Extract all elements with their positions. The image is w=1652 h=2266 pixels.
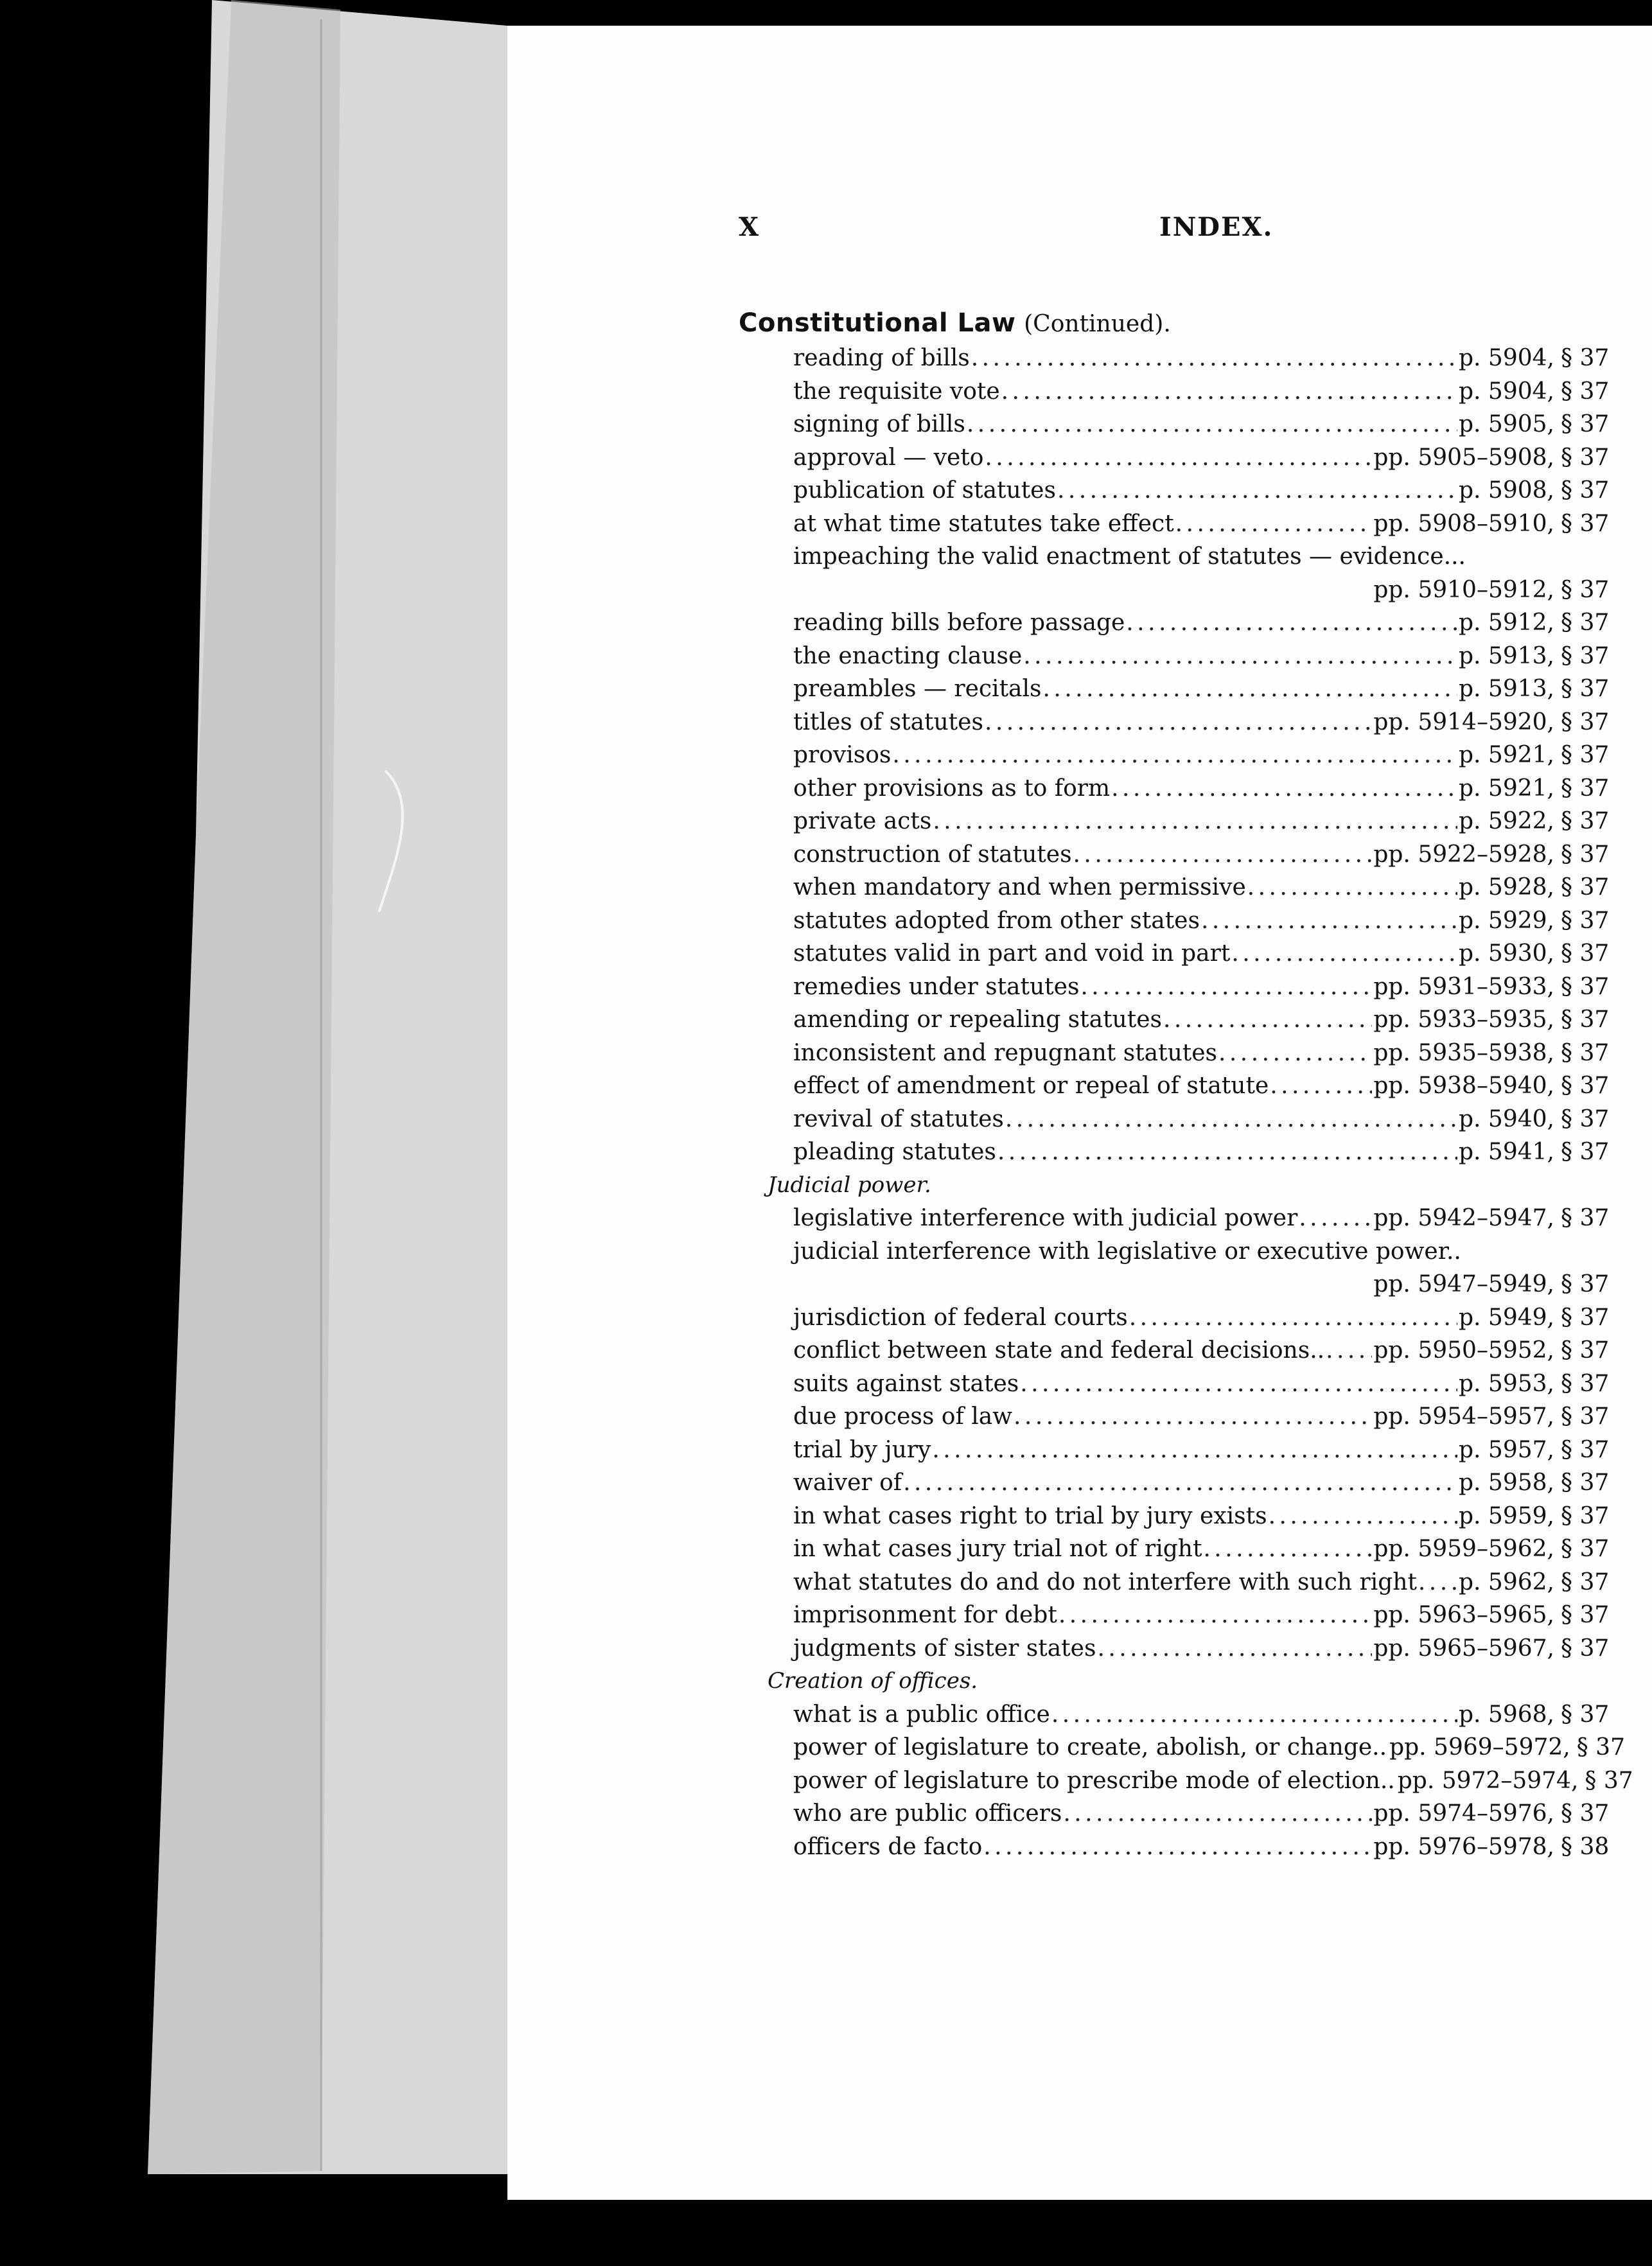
entry-page-ref: pp. 5931–5933, (1373, 973, 1554, 1000)
dot-leader (932, 1434, 1457, 1467)
scan-bottom-margin (0, 2203, 1652, 2266)
entry-label: statutes adopted from other states (793, 907, 1200, 934)
entry-page-ref: p. 5953, (1459, 1370, 1554, 1397)
index-subheading: Judicial power. (768, 1172, 931, 1198)
index-entry (739, 507, 1652, 541)
entry-section-ref: § 37 (1561, 1205, 1610, 1231)
index-entry (739, 1334, 1652, 1367)
entry-label: judgments of sister states (793, 1635, 1096, 1662)
index-entry-label-line: judicial interference with legislative or executive power.. (793, 1238, 1461, 1265)
entry-page-ref: pp. 5933–5935, (1373, 1006, 1554, 1033)
dot-leader (1326, 1334, 1372, 1367)
entry-page-ref: pp. 5969–5972, (1389, 1734, 1570, 1761)
entry-section-ref: § 37 (1561, 1635, 1610, 1662)
entry-label: statutes valid in part and void in part (793, 940, 1231, 967)
entry-page-ref: pp. 5905–5908, (1373, 444, 1554, 471)
entry-label: effect of amendment or repeal of statute (793, 1073, 1269, 1099)
entry-page-ref: p. 5959, (1459, 1502, 1554, 1529)
dot-leader (933, 805, 1457, 838)
index-entry (739, 739, 1652, 772)
entry-label: reading of bills (793, 345, 970, 371)
entry-label: approval — veto (793, 444, 984, 471)
entry-label: in what cases jury trial not of right (793, 1536, 1202, 1562)
dot-leader (1023, 640, 1457, 673)
entry-section-ref: § 37 (1561, 874, 1610, 900)
entry-page-ref: p. 5904, (1459, 345, 1554, 371)
entry-page-ref: pp. 5965–5967, (1373, 1635, 1554, 1662)
dot-leader (1247, 871, 1457, 904)
dot-leader (1218, 1037, 1372, 1070)
entry-section-ref: § 37 (1561, 345, 1610, 371)
entry-section-ref: § 37 (1561, 1502, 1610, 1529)
index-entry (739, 640, 1652, 673)
entry-label: power of legislature to prescribe mode of election.. (793, 1767, 1395, 1794)
entry-section-ref: § 37 (1561, 1337, 1610, 1364)
running-title: INDEX. (1159, 212, 1274, 242)
entry-section-ref: § 37 (1561, 1039, 1610, 1066)
entry-section-ref: § 37 (1561, 708, 1610, 735)
index-page (739, 212, 1652, 1863)
entry-label: jurisdiction of federal courts (793, 1304, 1128, 1331)
entry-section-ref: § 37 (1561, 1800, 1610, 1827)
dot-leader (1201, 904, 1457, 938)
dot-leader (892, 739, 1457, 772)
entry-section-ref: § 37 (1561, 477, 1610, 504)
heading-continued: (Continued). (1024, 311, 1171, 337)
index-entry (739, 1731, 1652, 1764)
index-entry (739, 1003, 1652, 1037)
index-entry (739, 1103, 1652, 1136)
dot-leader (1126, 606, 1457, 640)
entry-page-ref: p. 5949, (1459, 1304, 1554, 1331)
entry-page-ref: p. 5913, (1459, 676, 1554, 702)
index-entry (739, 1400, 1652, 1434)
entry-page-ref: pp. 5922–5928, (1373, 841, 1554, 868)
entry-section-ref: § 37 (1561, 973, 1610, 1000)
index-entry (739, 1202, 1652, 1235)
dot-leader (1073, 838, 1373, 872)
entry-label: power of legislature to create, abolish, or change.. (793, 1734, 1387, 1761)
entry-page-ref: pp. 5959–5962, (1373, 1536, 1554, 1562)
index-entry (739, 606, 1652, 640)
dot-leader (1129, 1301, 1457, 1335)
index-entry (739, 1566, 1652, 1599)
entry-label: at what time statutes take effect (793, 510, 1174, 537)
entry-page-ref: p. 5921, (1459, 775, 1554, 802)
dot-leader (1043, 672, 1458, 706)
entry-label: suits against states (793, 1370, 1019, 1397)
entry-section-ref: § 37 (1561, 1271, 1610, 1297)
dot-leader (1097, 1632, 1372, 1665)
entry-section-ref: § 37 (1561, 378, 1610, 405)
index-entry-label-line: impeaching the valid enactment of statutes — evidence... (793, 543, 1466, 570)
entry-label: amending or repealing statutes (793, 1006, 1162, 1033)
entry-label: pleading statutes (793, 1139, 996, 1165)
dot-leader (1059, 1599, 1373, 1632)
entry-label: reading bills before passage (793, 610, 1125, 636)
entry-label: other provisions as to form (793, 775, 1111, 802)
entry-section-ref: § 37 (1561, 1701, 1610, 1728)
entry-section-ref: § 37 (1561, 642, 1610, 669)
entry-section-ref: § 37 (1561, 510, 1610, 537)
dot-leader (971, 342, 1457, 375)
index-entry (739, 1599, 1652, 1632)
entry-section-ref: § 37 (1561, 1536, 1610, 1562)
dot-leader (1418, 1566, 1457, 1599)
entry-label: what is a public office (793, 1701, 1050, 1728)
index-entry (739, 474, 1652, 507)
index-entry (739, 1136, 1652, 1169)
entry-page-ref: pp. 5910–5912, (1373, 576, 1554, 603)
entry-page-ref: p. 5941, (1459, 1139, 1554, 1165)
index-entry (739, 1434, 1652, 1467)
dot-leader (985, 706, 1372, 739)
entry-page-ref: pp. 5963–5965, (1373, 1602, 1554, 1628)
dot-leader (1057, 474, 1457, 507)
entry-label: publication of statutes (793, 477, 1056, 504)
entry-label: signing of bills (793, 411, 965, 437)
entry-section-ref: § 37 (1561, 444, 1610, 471)
entry-section-ref: § 38 (1561, 1833, 1610, 1860)
index-entry (739, 375, 1652, 408)
index-entry (739, 1466, 1652, 1500)
entry-label: imprisonment for debt (793, 1602, 1057, 1628)
index-entry (739, 838, 1652, 872)
index-entry-ref-line (739, 1268, 1652, 1301)
entry-label: the enacting clause (793, 642, 1023, 669)
entry-page-ref: p. 5930, (1459, 940, 1554, 967)
index-entry (739, 1069, 1652, 1103)
index-entry (739, 672, 1652, 706)
entry-page-ref: pp. 5908–5910, (1373, 510, 1554, 537)
entry-section-ref: § 37 (1561, 940, 1610, 967)
entry-section-ref: § 37 (1561, 1006, 1610, 1033)
entry-section-ref: § 37 (1561, 1602, 1610, 1628)
index-entry (739, 706, 1652, 739)
index-entry (739, 1533, 1652, 1566)
entry-section-ref: § 37 (1561, 907, 1610, 934)
dot-leader (1005, 1103, 1457, 1136)
entry-section-ref: § 37 (1561, 1436, 1610, 1463)
index-subheading: Creation of offices. (768, 1668, 978, 1694)
entry-page-ref: pp. 5974–5976, (1373, 1800, 1554, 1827)
entry-section-ref: § 37 (1561, 1568, 1610, 1595)
dot-leader (1163, 1003, 1372, 1037)
dot-leader (903, 1466, 1457, 1500)
entry-page-ref: p. 5957, (1459, 1436, 1554, 1463)
entry-page-ref: p. 5962, (1459, 1568, 1554, 1595)
dot-leader (1063, 1797, 1372, 1831)
entry-label: officers de facto (793, 1833, 983, 1860)
entry-label: trial by jury (793, 1436, 931, 1463)
index-heading (739, 308, 1652, 342)
index-entry (739, 1037, 1652, 1070)
entry-page-ref: p. 5905, (1459, 411, 1554, 437)
entry-label: what statutes do and do not interfere with such right (793, 1568, 1417, 1595)
entry-section-ref: § 37 (1561, 1470, 1610, 1496)
index-entry (739, 904, 1652, 938)
entry-page-ref: pp. 5972–5974, (1397, 1767, 1579, 1794)
dot-leader (1175, 507, 1373, 541)
index-entry (739, 1301, 1652, 1335)
heading-main: Constitutional Law (739, 308, 1016, 338)
entry-section-ref: § 37 (1561, 1073, 1610, 1099)
entry-section-ref: § 37 (1585, 1767, 1633, 1794)
entry-label: when mandatory and when permissive (793, 874, 1246, 900)
index-entry (739, 342, 1652, 375)
entry-label: who are public officers (793, 1800, 1062, 1827)
dot-leader (983, 1831, 1372, 1864)
entry-page-ref: pp. 5950–5952, (1373, 1337, 1554, 1364)
dot-leader (1270, 1069, 1372, 1103)
entry-page-ref: p. 5922, (1459, 808, 1554, 834)
dot-leader (985, 441, 1372, 475)
entry-section-ref: § 37 (1576, 1734, 1625, 1761)
entry-section-ref: § 37 (1561, 1105, 1610, 1132)
entry-label: revival of statutes (793, 1105, 1004, 1132)
entry-label: preambles — recitals (793, 676, 1042, 702)
index-entry (739, 441, 1652, 475)
entry-page-ref: pp. 5947–5949, (1373, 1271, 1554, 1297)
entry-page-ref: pp. 5942–5947, (1373, 1205, 1554, 1231)
entry-section-ref: § 37 (1561, 411, 1610, 437)
entry-page-ref: p. 5913, (1459, 642, 1554, 669)
entry-page-ref: p. 5928, (1459, 874, 1554, 900)
entry-label: titles of statutes (793, 708, 983, 735)
entry-label: construction of statutes (793, 841, 1072, 868)
entry-section-ref: § 37 (1561, 576, 1610, 603)
index-entry (739, 1764, 1652, 1798)
dot-leader (997, 1136, 1457, 1169)
entry-label: due process of law (793, 1403, 1012, 1430)
entry-section-ref: § 37 (1561, 1403, 1610, 1430)
entry-label: private acts (793, 808, 932, 834)
index-entry (739, 1831, 1652, 1864)
dot-leader (1080, 971, 1372, 1004)
index-entry (739, 1367, 1652, 1401)
dot-leader (1051, 1698, 1457, 1732)
index-entries (739, 342, 1652, 1863)
entry-page-ref: p. 5904, (1459, 378, 1554, 405)
dot-leader (1111, 772, 1457, 805)
index-entry (739, 772, 1652, 805)
entry-page-ref: pp. 5954–5957, (1373, 1403, 1554, 1430)
entry-page-ref: p. 5921, (1459, 742, 1554, 768)
entry-page-ref: p. 5912, (1459, 610, 1554, 636)
entry-page-ref: p. 5940, (1459, 1105, 1554, 1132)
page-number: X (739, 212, 760, 242)
entry-page-ref: p. 5958, (1459, 1470, 1554, 1496)
dot-leader (967, 408, 1457, 441)
dot-leader (1299, 1202, 1372, 1235)
dot-leader (1269, 1500, 1457, 1533)
entry-page-ref: pp. 5914–5920, (1373, 708, 1554, 735)
entry-page-ref: pp. 5938–5940, (1373, 1073, 1554, 1099)
page-header (739, 212, 1652, 250)
entry-section-ref: § 37 (1561, 676, 1610, 702)
index-entry (739, 1698, 1652, 1732)
entry-section-ref: § 37 (1561, 742, 1610, 768)
entry-section-ref: § 37 (1561, 1370, 1610, 1397)
entry-label: the requisite vote (793, 378, 1000, 405)
dot-leader (1203, 1533, 1372, 1566)
index-entry (739, 937, 1652, 971)
dot-leader (1001, 375, 1457, 408)
entry-page-ref: p. 5968, (1459, 1701, 1554, 1728)
entry-page-ref: pp. 5976–5978, (1373, 1833, 1554, 1860)
entry-page-ref: p. 5908, (1459, 477, 1554, 504)
entry-page-ref: p. 5929, (1459, 907, 1554, 934)
index-entry-ref-line (739, 574, 1652, 607)
index-entry (739, 1797, 1652, 1831)
entry-label: inconsistent and repugnant statutes (793, 1039, 1218, 1066)
index-entry (739, 805, 1652, 838)
entry-section-ref: § 37 (1561, 808, 1610, 834)
entry-label: in what cases right to trial by jury exists (793, 1502, 1267, 1529)
entry-section-ref: § 37 (1561, 775, 1610, 802)
entry-label: remedies under statutes (793, 973, 1080, 1000)
index-entry (739, 871, 1652, 904)
dot-leader (1231, 937, 1457, 971)
entry-page-ref: pp. 5935–5938, (1373, 1039, 1554, 1066)
entry-section-ref: § 37 (1561, 841, 1610, 868)
index-entry (739, 1500, 1652, 1533)
entry-section-ref: § 37 (1561, 1139, 1610, 1165)
dot-leader (1014, 1400, 1372, 1434)
entry-label: provisos (793, 742, 892, 768)
dot-leader (1020, 1367, 1457, 1401)
entry-label: waiver of (793, 1470, 902, 1496)
entry-label: conflict between state and federal decisions.. (793, 1337, 1325, 1364)
entry-section-ref: § 37 (1561, 1304, 1610, 1331)
index-entry (739, 1632, 1652, 1665)
index-entry (739, 971, 1652, 1004)
entry-label: legislative interference with judicial power (793, 1205, 1298, 1231)
index-entry (739, 408, 1652, 441)
entry-section-ref: § 37 (1561, 610, 1610, 636)
